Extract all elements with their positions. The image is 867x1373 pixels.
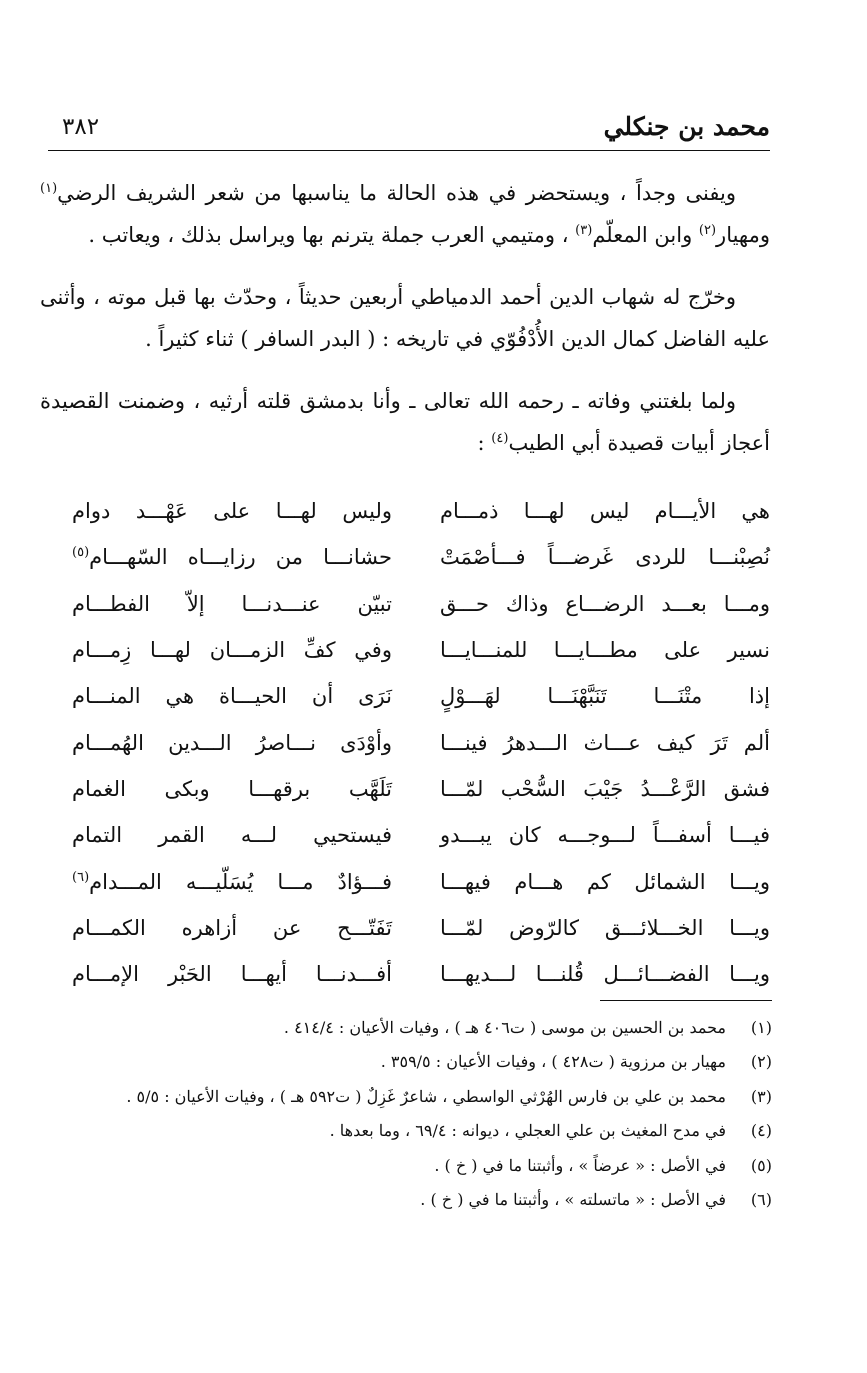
footnote-number: (٤) — [750, 1121, 772, 1141]
verse-second-hemistich — [72, 592, 392, 616]
paragraph-3 — [40, 380, 770, 464]
verse-second-hemistich — [72, 731, 392, 755]
verse-first-hemistich: ألم تَرَ كيف عـــاث الـــدهرُ فينـــا — [440, 730, 770, 755]
footnote-ref: (٥) — [72, 545, 90, 561]
verse-first-hemistich: ويـــا الفضـــائـــل قُلنـــا لـــديهـــا — [440, 962, 770, 987]
poem-verse — [60, 719, 770, 765]
hemistich-text: نَرَى أن الحيـــاة هي المنـــام — [72, 684, 392, 709]
poem-verse — [60, 534, 770, 580]
poem-verse — [60, 951, 770, 997]
footnote-text: مهيار بن مرزوية ( ت٤٢٨ ) ، وفيات الأعيان : ٣٥٩/٥ . — [380, 1052, 726, 1072]
footnote-ref: (٤) — [491, 431, 509, 446]
poem-verse — [60, 673, 770, 719]
verse-second-hemistich — [72, 684, 392, 708]
verse-first-hemistich: ويـــا الشمائل كم هـــام فيهـــا — [440, 869, 770, 894]
verse-first-hemistich: هي الأيـــام ليس لهـــا ذمـــام — [440, 499, 770, 524]
verse-second-hemistich — [72, 916, 392, 940]
poem-verse — [60, 905, 770, 951]
hemistich-text: تَلَهَّب برقهـــا وبكى الغمام — [72, 776, 392, 801]
verse-first-hemistich: ويـــا الخـــلائـــق كالرّوض لمّـــا — [440, 915, 770, 940]
page-header — [48, 112, 770, 152]
hemistich-text: وليس لهـــا على عَهْـــد دوام — [72, 499, 392, 524]
verse-second-hemistich — [72, 638, 392, 662]
hemistich-text: حشانـــا من رزايـــاه السّهـــام — [89, 545, 392, 570]
footnote-ref: (٦) — [72, 869, 90, 885]
footnote — [60, 1183, 772, 1218]
verse-first-hemistich: نسير على مطـــايـــا للمنـــايـــا — [440, 638, 770, 663]
verse-second-hemistich — [72, 823, 392, 847]
paragraph-1 — [40, 172, 770, 256]
hemistich-text: فيستحيي لـــه القمر التمام — [72, 823, 392, 848]
header-divider — [48, 150, 770, 151]
footnote-number: (٥) — [750, 1155, 772, 1175]
footnote-text: في مدح المغيث بن علي العجلي ، ديوانه : ٦٩/٤ ، وما بعدها . — [329, 1121, 726, 1141]
hemistich-text: تبيّن عنـــدنـــا إلاّ الفطـــام — [72, 591, 392, 616]
poem-verse — [60, 488, 770, 534]
paragraph-2: وخرّج له شهاب الدين أحمد الدمياطي أربعين حديثاً ، وحدّث بها قبل موته ، وأثنى عليه الفاضل كمال الدين الأُدْفُوّي في تاريخه : ( البدر السافر ) ثناء كثيراً . — [40, 285, 770, 351]
verse-second-hemistich — [72, 777, 392, 801]
text-run: وابن المعلّم — [592, 223, 699, 247]
poem-verse — [60, 581, 770, 627]
verse-first-hemistich: فيـــا أسفـــاً لـــوجـــه كان يبـــدو — [440, 823, 770, 848]
text-run: : — [477, 431, 492, 455]
hemistich-text: تَفَتّـــح عن أزاهره الكمـــام — [72, 915, 392, 940]
footnote-number: (١) — [750, 1017, 772, 1037]
verse-second-hemistich — [72, 499, 392, 523]
footnote-number: (٣) — [750, 1086, 772, 1106]
footnote-ref: (١) — [40, 181, 58, 196]
verse-first-hemistich: نُصِبْنـــا للردى غَرضـــاً فـــأصْمَتْ — [440, 545, 770, 570]
footnote-text: في الأصل : « ماتسلته » ، وأثبتنا ما في ( خ ) . — [420, 1190, 726, 1210]
page-number: ٣٨٢ — [62, 114, 100, 140]
hemistich-text: وأوْدَى نـــاصرُ الـــدين الهُمـــام — [72, 730, 392, 755]
verse-first-hemistich: فشق الرَّعْـــدُ جَيْبَ السُّحْب لمّـــا — [440, 776, 770, 801]
footnote-text: محمد بن الحسين بن موسى ( ت٤٠٦ هـ ) ، وفيات الأعيان : ٤١٤/٤ . — [283, 1017, 726, 1037]
text-run: ولما بلغتني وفاته ـ رحمه الله تعالى ـ وأنا بدمشق قلته أرثيه ، وضمنت القصيدة أعجاز أبيات قصيدة أبي الطيب — [40, 389, 770, 455]
footnote — [60, 1079, 772, 1114]
body-text — [40, 172, 770, 484]
footnote — [60, 1010, 772, 1045]
poem-verse — [60, 858, 770, 904]
text-run: ويفنى وجداً ، ويستحضر في هذه الحالة ما يناسبها من شعر الشريف الرضي — [57, 181, 736, 205]
footnote — [60, 1148, 772, 1183]
poem-verse — [60, 812, 770, 858]
footnote — [60, 1045, 772, 1080]
footnotes — [60, 1010, 772, 1217]
footnote-divider — [600, 1000, 772, 1001]
hemistich-text: فـــؤادٌ مـــا يُسَلّيـــه المـــدام — [89, 869, 392, 894]
verse-second-hemistich — [72, 870, 392, 894]
footnote-number: (٦) — [750, 1190, 772, 1210]
footnote-number: (٢) — [750, 1052, 772, 1072]
verse-first-hemistich: ومـــا بعـــد الرضـــاع وذاك حـــق — [440, 591, 770, 616]
footnote-ref: (٢) — [698, 223, 717, 238]
footnote-ref: (٣) — [575, 223, 593, 238]
text-run: ، ومتيمي العرب جملة يترنم بها ويراسل بذلك ، ويعاتب . — [88, 223, 576, 247]
verse-second-hemistich — [72, 545, 392, 569]
footnote-text: في الأصل : « عرضاً » ، وأثبتنا ما في ( خ ) . — [434, 1155, 726, 1175]
poem — [60, 488, 770, 997]
verse-first-hemistich: إذا متْنَـــا تَنَبَّهْنَـــا لهَـــوْلٍ — [440, 684, 770, 709]
poem-verse — [60, 627, 770, 673]
footnote-text: محمد بن علي بن فارس الهُرْثي الواسطي ، شاعرٌ غَزِلٌ ( ت٥٩٢ هـ ) ، وفيات الأعيان : ٥/٥ . — [126, 1086, 726, 1106]
verse-second-hemistich — [72, 962, 392, 986]
poem-verse — [60, 766, 770, 812]
text-run: ومهيار — [716, 223, 770, 247]
hemistich-text: أفـــدنـــا أيهـــا الحَبْر الإمـــام — [72, 962, 392, 987]
footnote — [60, 1114, 772, 1149]
hemistich-text: وفي كفِّ الزمـــان لهـــا زِمـــام — [72, 638, 392, 663]
running-title: محمد بن جنكلي — [603, 112, 770, 141]
